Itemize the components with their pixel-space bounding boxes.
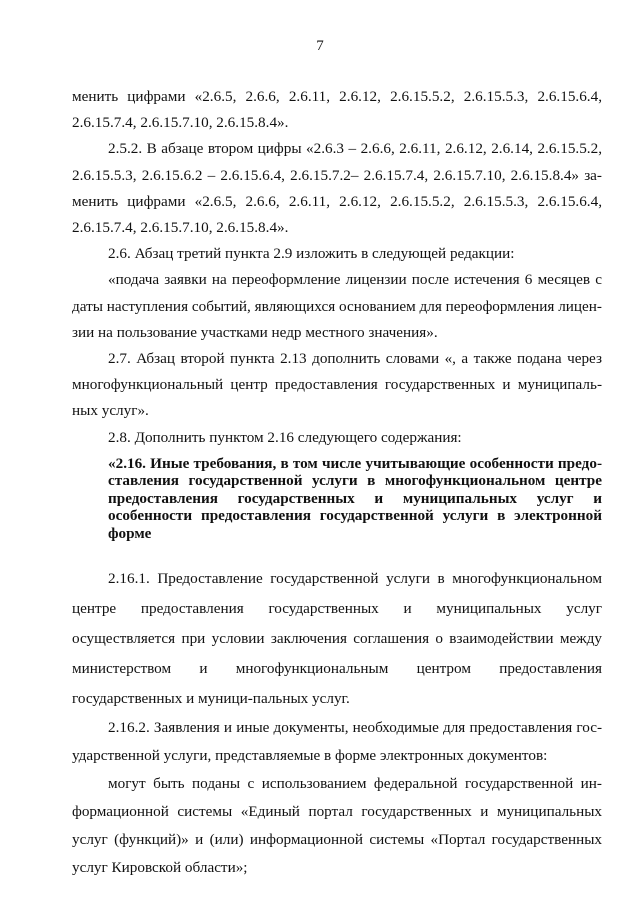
paragraph-continuation: менить цифрами «2.6.5, 2.6.6, 2.6.11, 2.6.12, 2.6.15.5.2, 2.6.15.5.3, 2.6.15.6.4, 2.6.15.7.4, 2.6.15.7.10, 2.6.15.8.4».: [72, 88, 602, 132]
section-heading-2-16: «2.16. Иные требования, в том числе учитывающие особенности предо-ставления государственной услуги в многофункциональном центре предоставления государственных и муниципальных услуг и особенности предоставления государственной услуги в электронной форме: [108, 454, 602, 542]
paragraph-2-16-1: 2.16.1. Предоставление государственной услуги в многофункциональном центре предоставления государственных и муниципальных услуг осуществляется при условии заключения соглашения о взаимодействии между министерством и многофункциональным центром предоставления государственных и муници-пальных услуг.: [72, 570, 602, 708]
page-number: 7: [316, 38, 324, 54]
paragraph-electronic-submission: могут быть поданы с использованием федеральной государственной ин-формационной системы «Единый портал государственных и муниципальных услуг (функций)» и (или) информационной системы «Портал государственных услуг Кировской области»;: [72, 775, 602, 877]
document-body: [72, 84, 602, 882]
paragraph-2-16-2: 2.16.2. Заявления и иные документы, необходимые для предоставления гос-ударственной услуги, представляемые в форме электронных документов:: [72, 719, 602, 765]
paragraph-quote-license: «подача заявки на переоформление лицензии после истечения 6 месяцев с даты наступления событий, являющихся основанием для переоформления лицен-зии на пользование участками недр местного значения».: [72, 271, 602, 341]
paragraph-2-7: 2.7. Абзац второй пункта 2.13 дополнить словами «, а также подана через многофункциональный центр предоставления государственных и муниципаль-ных услуг».: [72, 350, 602, 420]
paragraph-2-5-2: 2.5.2. В абзаце втором цифры «2.6.3 – 2.6.6, 2.6.11, 2.6.12, 2.6.14, 2.6.15.5.2, 2.6.15.5.3, 2.6.15.6.2 – 2.6.15.6.4, 2.6.15.7.2– 2.6.15.7.4, 2.6.15.7.10, 2.6.15.8.4» за-менить цифрами «2.6.5, 2.6.6, 2.6.11, 2.6.12, 2.6.15.5.2, 2.6.15.5.3, 2.6.15.6.4, 2.6.15.7.4, 2.6.15.7.10, 2.6.15.8.4».: [72, 140, 602, 237]
paragraph-2-8: 2.8. Дополнить пунктом 2.16 следующего содержания:: [108, 428, 462, 446]
paragraph-2-6: 2.6. Абзац третий пункта 2.9 изложить в следующей редакции:: [108, 245, 515, 263]
